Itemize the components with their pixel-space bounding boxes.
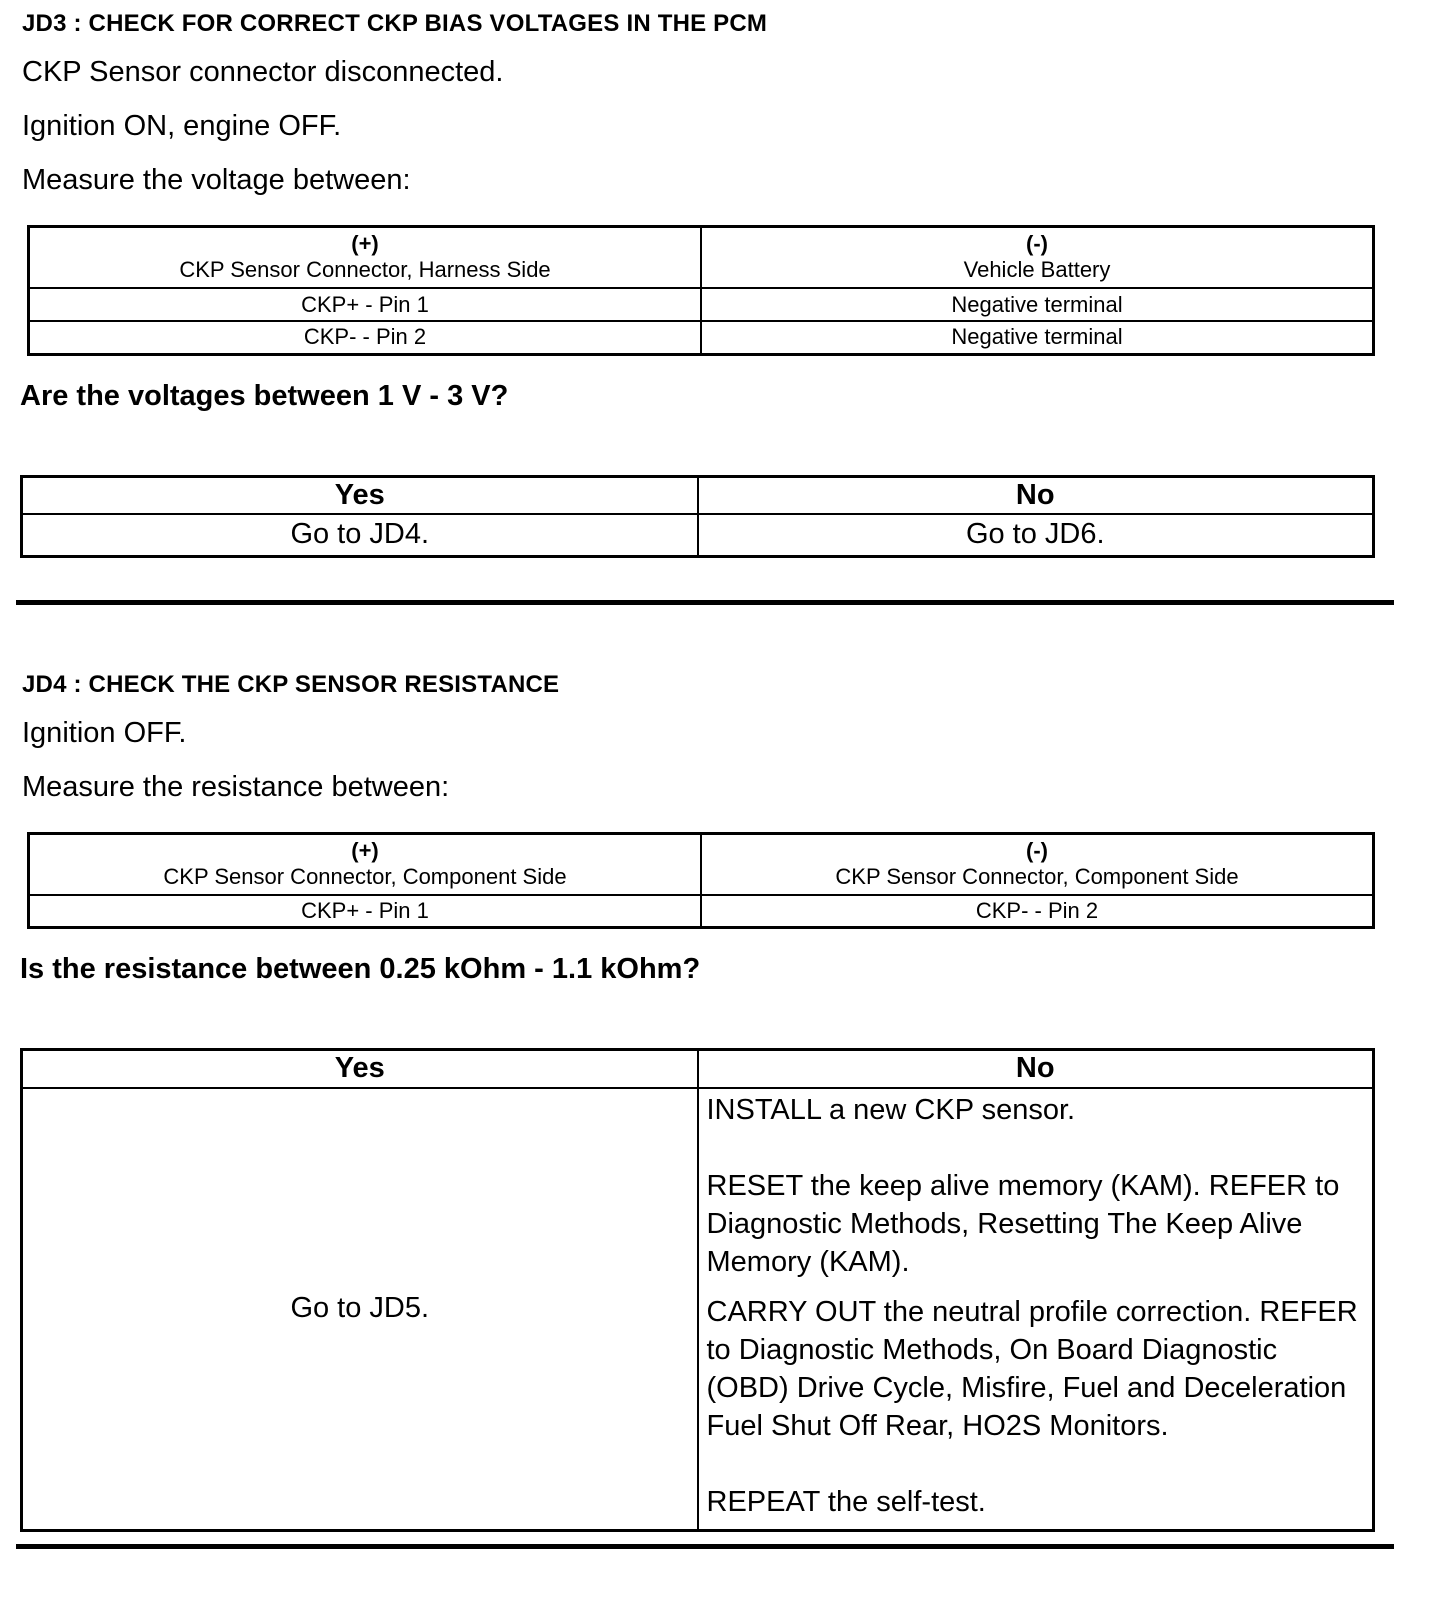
table-row [29, 288, 1374, 321]
jd3-measure-row2-plus: CKP- - Pin 2 [29, 321, 702, 354]
jd3-measure-minus-header [701, 227, 1374, 289]
jd4-measure-minus-header [701, 833, 1374, 895]
minus-sign-label: (-) [1026, 837, 1048, 863]
plus-connector-label: CKP Sensor Connector, Component Side [163, 863, 567, 889]
jd4-no-step-reset-kam: RESET the keep alive memory (KAM). REFER to Diagnostic Methods, Resetting The Keep Alive Memory (KAM). [706, 1169, 1340, 1278]
jd4-decision-header-row [22, 1050, 1374, 1088]
section-divider [16, 600, 1394, 605]
jd3-measure-table [27, 225, 1375, 356]
jd4-no-step-neutral-profile: CARRY OUT the neutral profile correction. REFER to Diagnostic Methods, On Board Diagnostic (OBD) Drive Cycle, Misfire, Fuel and Deceleration Fuel Shut Off Rear, HO2S Monitors. [706, 1295, 1358, 1442]
minus-sign-label: (-) [1026, 231, 1048, 256]
jd4-no-actions-cell [698, 1088, 1374, 1531]
jd4-measure-row1-minus: CKP- - Pin 2 [701, 895, 1374, 928]
plus-sign-label: (+) [351, 837, 379, 863]
jd4-measure-header-row [29, 833, 1374, 895]
jd3-instruction-3: Measure the voltage between: [22, 164, 411, 196]
jd3-no-action: Go to JD6. [698, 514, 1374, 556]
table-row [29, 895, 1374, 928]
jd3-question: Are the voltages between 1 V - 3 V? [20, 379, 509, 412]
jd4-no-step-repeat-selftest: REPEAT the self-test. [706, 1485, 986, 1518]
no-column-header: No [698, 1050, 1374, 1088]
jd3-measure-row1-plus: CKP+ - Pin 1 [29, 288, 702, 321]
yes-column-header: Yes [22, 476, 698, 514]
bottom-divider [16, 1544, 1394, 1549]
jd4-instruction-1: Ignition OFF. [22, 716, 187, 749]
table-row [22, 1088, 1374, 1531]
jd4-yes-action: Go to JD5. [22, 1088, 698, 1531]
jd4-decision-table [20, 1048, 1375, 1532]
jd4-instruction-2: Measure the resistance between: [22, 770, 450, 803]
jd4-heading: JD4 : CHECK THE CKP SENSOR RESISTANCE [22, 670, 560, 698]
table-row [29, 321, 1374, 354]
jd4-measure-row1-plus: CKP+ - Pin 1 [29, 895, 702, 928]
plus-sign-label: (+) [351, 231, 379, 256]
section-jd4 [20, 671, 1456, 1549]
jd4-measure-table [27, 832, 1375, 930]
jd3-yes-action: Go to JD4. [22, 514, 698, 556]
minus-connector-label: Vehicle Battery [963, 257, 1111, 282]
no-column-header: No [698, 476, 1374, 514]
plus-connector-label: CKP Sensor Connector, Harness Side [179, 257, 551, 282]
jd4-measure-plus-header [29, 833, 702, 895]
jd3-decision-table [20, 475, 1375, 558]
table-row [22, 514, 1374, 556]
jd4-question: Is the resistance between 0.25 kOhm - 1.1 kOhm? [20, 953, 701, 985]
jd3-measure-header-row [29, 227, 1374, 289]
jd3-decision-header-row [22, 476, 1374, 514]
jd3-instruction-1: CKP Sensor connector disconnected. [22, 56, 504, 88]
minus-connector-label: CKP Sensor Connector, Component Side [835, 863, 1239, 889]
jd4-no-step-install: INSTALL a new CKP sensor. [706, 1093, 1076, 1126]
jd3-instruction-2: Ignition ON, engine OFF. [22, 110, 342, 142]
jd3-heading: JD3 : CHECK FOR CORRECT CKP BIAS VOLTAGES IN THE PCM [22, 10, 768, 37]
yes-column-header: Yes [22, 1050, 698, 1088]
jd3-measure-row2-minus: Negative terminal [701, 321, 1374, 354]
section-jd3 [20, 10, 1456, 605]
jd3-measure-row1-minus: Negative terminal [701, 288, 1374, 321]
jd3-measure-plus-header [29, 227, 702, 289]
